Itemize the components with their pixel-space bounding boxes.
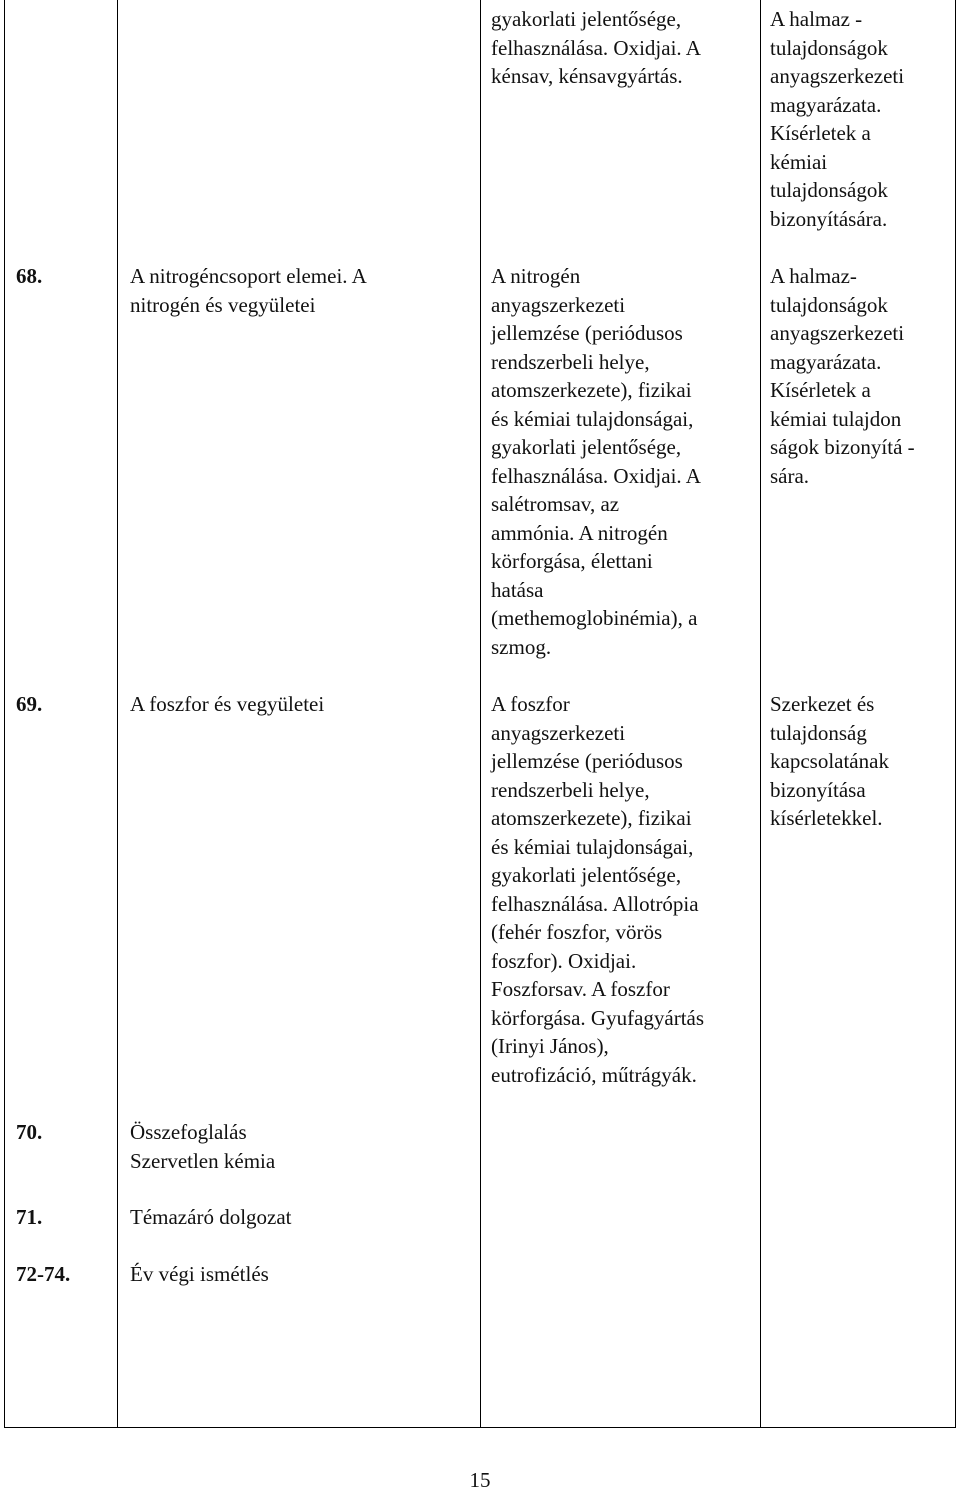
continued-content-cell: gyakorlati jelentősége, felhasználása. Oxidjai. A kénsav, kénsavgyártás. xyxy=(491,7,701,88)
page-number: 15 xyxy=(469,1468,491,1492)
lesson-topic-70: Összefoglalás Szervetlen kémia xyxy=(130,1120,276,1173)
lesson-topic-72-74: Év végi ismétlés xyxy=(130,1262,269,1286)
lesson-topic-68: A nitrogéncsoport elemei. A nitrogén és vegyületei xyxy=(130,264,367,317)
lesson-number-72-74: 72-74. xyxy=(16,1262,71,1286)
lesson-content-68: A nitrogén anyagszerkezeti jellemzése (periódusos rendszerbeli helye, atomszerkezete), fizikai és kémiai tulajdonságai, gyakorlati jelentősége, felhasználása. Oxidjai. A salétromsav, az ammónia. A nitrogén körforgása, élettani hatása (methemoglobinémia), a szmog. xyxy=(491,264,701,659)
column-divider-3 xyxy=(760,0,761,1428)
lesson-number-70: 70. xyxy=(16,1120,43,1144)
lesson-activities-69: Szerkezet és tulajdonság kapcsolatának bizonyítása kísérletekkel. xyxy=(770,692,889,830)
continued-activities-cell: A halmaz - tulajdonságok anyagszerkezeti magyarázata. Kísérletek a kémiai tulajdonságok bizonyítására. xyxy=(770,7,905,231)
column-divider-2 xyxy=(480,0,481,1428)
column-divider-1 xyxy=(117,0,118,1428)
lesson-activities-68: A halmaz- tulajdonságok anyagszerkezeti magyarázata. Kísérletek a kémiai tulajdon ságok bizonyítá - sára. xyxy=(770,264,915,488)
lesson-topic-69: A foszfor és vegyületei xyxy=(130,692,325,716)
lesson-content-69: A foszfor anyagszerkezeti jellemzése (periódusos rendszerbeli helye, atomszerkezete), fizikai és kémiai tulajdonságai, gyakorlati jelentősége, felhasználása. Allotrópia (fehér foszfor, vörös foszfor). Oxidjai. Foszforsav. A foszfor körforgása. Gyufagyártás (Irinyi János), eutrofizáció, műtrágyák. xyxy=(491,692,705,1087)
lesson-number-69: 69. xyxy=(16,692,43,716)
lesson-number-68: 68. xyxy=(16,264,43,288)
lesson-number-71: 71. xyxy=(16,1205,43,1229)
lesson-topic-71: Témazáró dolgozat xyxy=(130,1205,292,1229)
